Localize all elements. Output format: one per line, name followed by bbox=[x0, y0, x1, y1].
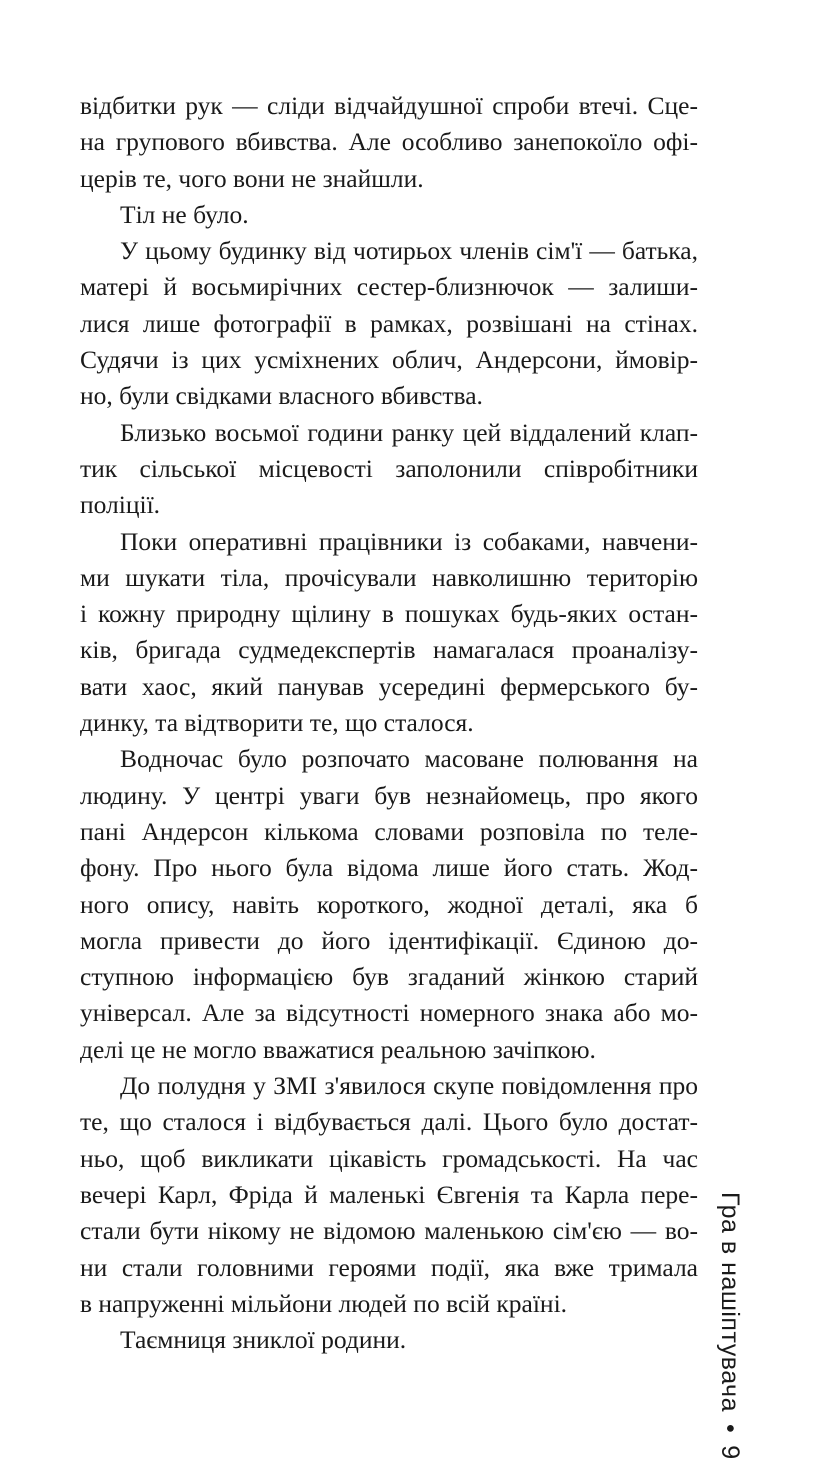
text-line: ного опису, навіть короткого, жодної деталі, яка б bbox=[80, 889, 698, 919]
text-line: відбитки рук — сліди відчайдушної спроби втечі. Сце- bbox=[80, 91, 698, 120]
text-line: те, що сталося і відбувається далі. Цього було достат- bbox=[80, 1107, 698, 1137]
text-line: матері й восьмирічних сестер-близнючок — залиши- bbox=[80, 272, 698, 302]
text-line: Близько восьмої години ранку цей віддалений клап- bbox=[120, 417, 698, 447]
page-number: 9 bbox=[716, 1445, 744, 1460]
text-line: стали бути нікому не відомою маленькою сім'єю — во- bbox=[80, 1216, 698, 1246]
body-text bbox=[80, 88, 698, 1358]
text-line: і кожну природну щілину в пошуках будь-яких остан- bbox=[80, 599, 698, 629]
text-line: ми шукати тіла, прочісували навколишню територію bbox=[80, 562, 698, 592]
running-header bbox=[715, 1192, 744, 1460]
text-line: універсал. Але за відсутності номерного знака або мо- bbox=[80, 998, 698, 1028]
text-line: пані Андерсон кількома словами розповіла по теле- bbox=[80, 816, 698, 846]
text-line: ньо, щоб викликати цікавість громадськості. На час bbox=[80, 1143, 698, 1173]
text-line: лися лише фотографії в рамках, розвішані на стінах. bbox=[80, 308, 698, 338]
text-line: вати хаос, який панував усередині фермерського бу- bbox=[80, 671, 698, 701]
text-line: динку, та відтворити те, що сталося. bbox=[80, 708, 474, 738]
text-line: Тіл не було. bbox=[120, 199, 249, 229]
text-line: До полудня у ЗМІ з'явилося скупе повідомлення про bbox=[120, 1071, 698, 1101]
text-line: на групового вбивства. Але особливо занепокоїло офі- bbox=[80, 127, 698, 157]
text-line: могла привести до його ідентифікації. Єдиною до- bbox=[80, 925, 698, 955]
book-title: Гра в нашіптувача bbox=[716, 1192, 744, 1412]
text-line: тик сільської місцевості заполонили співробітники bbox=[80, 453, 698, 483]
text-line: У цьому будинку від чотирьох членів сім'ї — батька, bbox=[120, 236, 698, 266]
text-line: Судячи із цих усміхнених облич, Андерсони, ймовір- bbox=[80, 345, 698, 375]
text-line: поліції. bbox=[80, 490, 161, 520]
text-line: церів те, чого вони не знайшли. bbox=[80, 163, 424, 193]
text-line: делі це не могло вважатися реальною зачіпкою. bbox=[80, 1034, 596, 1064]
text-line: ків, бригада судмедекспертів намагалася проаналізу- bbox=[80, 635, 698, 665]
text-line: фону. Про нього була відома лише його стать. Жод- bbox=[80, 853, 698, 883]
text-line: Поки оперативні працівники із собаками, навчени- bbox=[120, 526, 698, 556]
text-line: людину. У центрі уваги був незнайомець, про якого bbox=[80, 780, 698, 810]
text-line: Водночас було розпочато масоване полювання на bbox=[120, 744, 698, 774]
text-line: в напруженні мільйони людей по всій країні. bbox=[80, 1288, 568, 1318]
text-line: Таємниця зниклої родини. bbox=[120, 1325, 407, 1355]
bullet-separator: • bbox=[716, 1424, 744, 1434]
text-line: ступною інформацією був згаданий жінкою старий bbox=[80, 962, 698, 992]
text-line: но, були свідками власного вбивства. bbox=[80, 381, 483, 411]
text-line: вечері Карл, Фріда й маленькі Євгенія та Карла пере- bbox=[80, 1179, 698, 1209]
text-line: ни стали головними героями події, яка вже тримала bbox=[80, 1252, 698, 1282]
